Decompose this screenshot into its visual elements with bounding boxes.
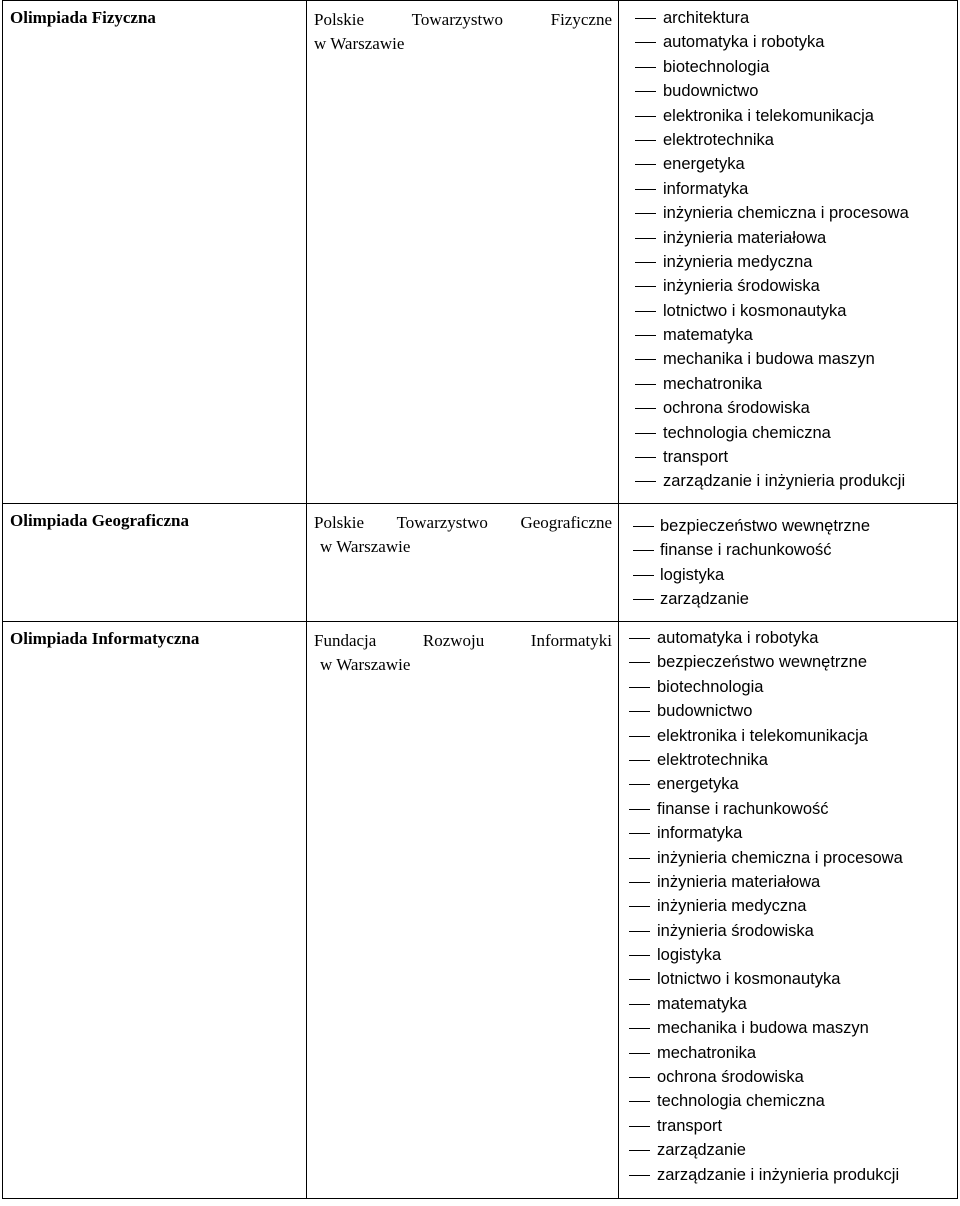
field-item — [619, 177, 957, 201]
field-item — [619, 894, 957, 918]
organizer-cell — [307, 622, 619, 1199]
dash-bullet-icon — [635, 140, 656, 141]
dash-bullet-icon — [629, 687, 650, 688]
table-row — [3, 504, 958, 622]
dash-bullet-icon — [629, 955, 650, 956]
field-label: budownictwo — [663, 82, 759, 101]
organizer-cell — [307, 504, 619, 622]
field-label: lotnictwo i kosmonautyka — [657, 970, 841, 989]
field-label: technologia chemiczna — [663, 423, 831, 442]
organizer-word: Fundacja — [314, 631, 377, 650]
field-label: inżynieria medyczna — [663, 252, 813, 271]
dash-bullet-icon — [635, 384, 656, 385]
dash-bullet-icon — [629, 906, 650, 907]
field-label: transport — [663, 448, 729, 467]
dash-bullet-icon — [635, 213, 656, 214]
field-label: mechatronika — [657, 1043, 757, 1062]
field-item — [619, 772, 957, 796]
field-label: ochrona środowiska — [657, 1068, 804, 1087]
dash-bullet-icon — [629, 1077, 650, 1078]
field-item — [619, 274, 957, 298]
olympiad-name: Olimpiada Informatyczna — [10, 629, 200, 648]
dash-bullet-icon — [629, 1150, 650, 1151]
dash-bullet-icon — [633, 575, 654, 576]
dash-bullet-icon — [635, 91, 656, 92]
field-item — [619, 967, 957, 991]
field-item — [619, 870, 957, 894]
field-item — [619, 421, 957, 445]
field-item — [619, 1163, 957, 1187]
dash-bullet-icon — [635, 311, 656, 312]
dash-bullet-icon — [629, 931, 650, 932]
field-item — [619, 201, 957, 225]
field-item — [619, 1041, 957, 1065]
field-label: inżynieria materiałowa — [657, 872, 821, 891]
field-label: elektronika i telekomunikacja — [663, 106, 874, 125]
field-label: biotechnologia — [657, 677, 764, 696]
dash-bullet-icon — [635, 42, 656, 43]
field-item — [619, 445, 957, 469]
dash-bullet-icon — [635, 262, 656, 263]
table-row — [3, 622, 958, 1199]
field-label: zarządzanie i inżynieria produkcji — [657, 1165, 900, 1184]
field-item — [619, 699, 957, 723]
organizer — [307, 622, 618, 677]
field-label: finanse i rachunkowość — [657, 799, 829, 818]
field-label: budownictwo — [657, 702, 753, 721]
field-label: elektrotechnika — [657, 750, 768, 769]
field-label: inżynieria chemiczna i procesowa — [663, 204, 909, 223]
field-item — [619, 563, 957, 587]
field-label: mechanika i budowa maszyn — [663, 350, 875, 369]
field-item — [619, 372, 957, 396]
field-item — [619, 992, 957, 1016]
olympiad-table — [2, 0, 958, 1199]
field-item — [619, 79, 957, 103]
field-label: automatyka i robotyka — [657, 629, 819, 647]
dash-bullet-icon — [629, 833, 650, 834]
field-label: informatyka — [657, 824, 743, 843]
organizer-city: w Warszawie — [314, 34, 405, 53]
field-item — [619, 724, 957, 748]
field-label: zarządzanie — [660, 590, 749, 609]
field-label: energetyka — [657, 775, 739, 794]
dash-bullet-icon — [629, 979, 650, 980]
dash-bullet-icon — [629, 1053, 650, 1054]
field-label: inżynieria materiałowa — [663, 228, 827, 247]
field-label: informatyka — [663, 179, 749, 198]
field-label: automatyka i robotyka — [663, 33, 825, 52]
field-label: ochrona środowiska — [663, 399, 810, 418]
table-row — [3, 1, 958, 504]
organizer-word: Polskie — [314, 513, 365, 532]
field-item — [619, 821, 957, 845]
field-item — [619, 1138, 957, 1162]
field-label: inżynieria chemiczna i procesowa — [657, 848, 903, 867]
field-item — [619, 919, 957, 943]
field-item — [619, 797, 957, 821]
organizer — [307, 504, 618, 559]
organizer-city: w Warszawie — [320, 537, 411, 556]
fields-list — [619, 504, 957, 612]
field-label: inżynieria medyczna — [657, 897, 807, 916]
olympiad-cell — [3, 1, 307, 504]
field-label: zarządzanie — [657, 1141, 746, 1160]
dash-bullet-icon — [635, 481, 656, 482]
organizer-word: Informatyki — [530, 631, 612, 650]
field-label: energetyka — [663, 155, 745, 174]
dash-bullet-icon — [629, 809, 650, 810]
fields-cell — [619, 622, 958, 1199]
field-label: logistyka — [657, 946, 722, 965]
fields-list — [619, 622, 957, 1187]
field-item — [619, 55, 957, 79]
field-item — [619, 347, 957, 371]
field-label: mechatronika — [663, 374, 763, 393]
dash-bullet-icon — [629, 1028, 650, 1029]
field-item — [619, 128, 957, 152]
field-item — [619, 299, 957, 323]
field-item — [619, 1089, 957, 1113]
field-label: logistyka — [660, 565, 725, 584]
dash-bullet-icon — [635, 433, 656, 434]
dash-bullet-icon — [635, 189, 656, 190]
field-label: elektronika i telekomunikacja — [657, 726, 868, 745]
field-item — [619, 30, 957, 54]
field-item — [619, 104, 957, 128]
dash-bullet-icon — [635, 408, 656, 409]
organizer-word: Polskie — [314, 10, 365, 29]
field-item — [619, 152, 957, 176]
field-label: biotechnologia — [663, 57, 770, 76]
field-label: architektura — [663, 9, 750, 27]
field-label: lotnictwo i kosmonautyka — [663, 301, 847, 320]
field-item — [619, 469, 957, 493]
dash-bullet-icon — [633, 550, 654, 551]
dash-bullet-icon — [635, 18, 656, 19]
organizer-word: Rozwoju — [422, 631, 485, 650]
field-label: matematyka — [657, 994, 747, 1013]
dash-bullet-icon — [629, 1004, 650, 1005]
field-label: bezpieczeństwo wewnętrzne — [657, 653, 868, 672]
dash-bullet-icon — [635, 164, 656, 165]
field-item — [619, 396, 957, 420]
organizer-word: Towarzystwo — [411, 10, 504, 29]
organizer-city: w Warszawie — [320, 655, 411, 674]
dash-bullet-icon — [629, 858, 650, 859]
organizer-word: Fizyczne — [550, 10, 612, 29]
dash-bullet-icon — [635, 286, 656, 287]
field-item — [619, 250, 957, 274]
dash-bullet-icon — [635, 457, 656, 458]
field-item — [619, 1016, 957, 1040]
dash-bullet-icon — [629, 711, 650, 712]
dash-bullet-icon — [635, 238, 656, 239]
field-item — [619, 650, 957, 674]
field-item — [619, 1114, 957, 1138]
field-item — [619, 675, 957, 699]
fields-list — [619, 1, 957, 494]
field-item — [619, 846, 957, 870]
dash-bullet-icon — [629, 736, 650, 737]
field-label: elektrotechnika — [663, 130, 774, 149]
olympiad-cell — [3, 622, 307, 1199]
dash-bullet-icon — [629, 1126, 650, 1127]
field-item — [619, 943, 957, 967]
field-label: inżynieria środowiska — [663, 277, 820, 296]
dash-bullet-icon — [629, 784, 650, 785]
olympiad-cell — [3, 504, 307, 622]
field-label: finanse i rachunkowość — [660, 541, 832, 560]
field-item — [619, 748, 957, 772]
dash-bullet-icon — [635, 335, 656, 336]
dash-bullet-icon — [633, 599, 654, 600]
field-item — [619, 226, 957, 250]
organizer-word: Towarzystwo — [396, 513, 488, 532]
fields-cell — [619, 1, 958, 504]
dash-bullet-icon — [633, 526, 654, 527]
field-label: transport — [657, 1116, 723, 1135]
dash-bullet-icon — [629, 760, 650, 761]
olympiad-name: Olimpiada Geograficzna — [10, 511, 189, 530]
dash-bullet-icon — [635, 116, 656, 117]
field-label: bezpieczeństwo wewnętrzne — [660, 517, 871, 535]
dash-bullet-icon — [635, 359, 656, 360]
organizer-cell — [307, 1, 619, 504]
dash-bullet-icon — [629, 638, 650, 639]
organizer-word: Geograficzne — [520, 513, 612, 532]
field-item — [619, 514, 957, 538]
field-label: matematyka — [663, 326, 753, 345]
field-item — [619, 1065, 957, 1089]
dash-bullet-icon — [629, 1101, 650, 1102]
field-item — [619, 6, 957, 30]
dash-bullet-icon — [629, 662, 650, 663]
field-item — [619, 626, 957, 650]
fields-cell — [619, 504, 958, 622]
field-label: zarządzanie i inżynieria produkcji — [663, 472, 906, 491]
field-label: inżynieria środowiska — [657, 921, 814, 940]
organizer — [307, 1, 618, 56]
dash-bullet-icon — [635, 67, 656, 68]
field-label: mechanika i budowa maszyn — [657, 1019, 869, 1038]
dash-bullet-icon — [629, 882, 650, 883]
field-item — [619, 323, 957, 347]
field-label: technologia chemiczna — [657, 1092, 825, 1111]
olympiad-name: Olimpiada Fizyczna — [10, 8, 156, 27]
field-item — [619, 587, 957, 611]
field-item — [619, 538, 957, 562]
dash-bullet-icon — [629, 1175, 650, 1176]
